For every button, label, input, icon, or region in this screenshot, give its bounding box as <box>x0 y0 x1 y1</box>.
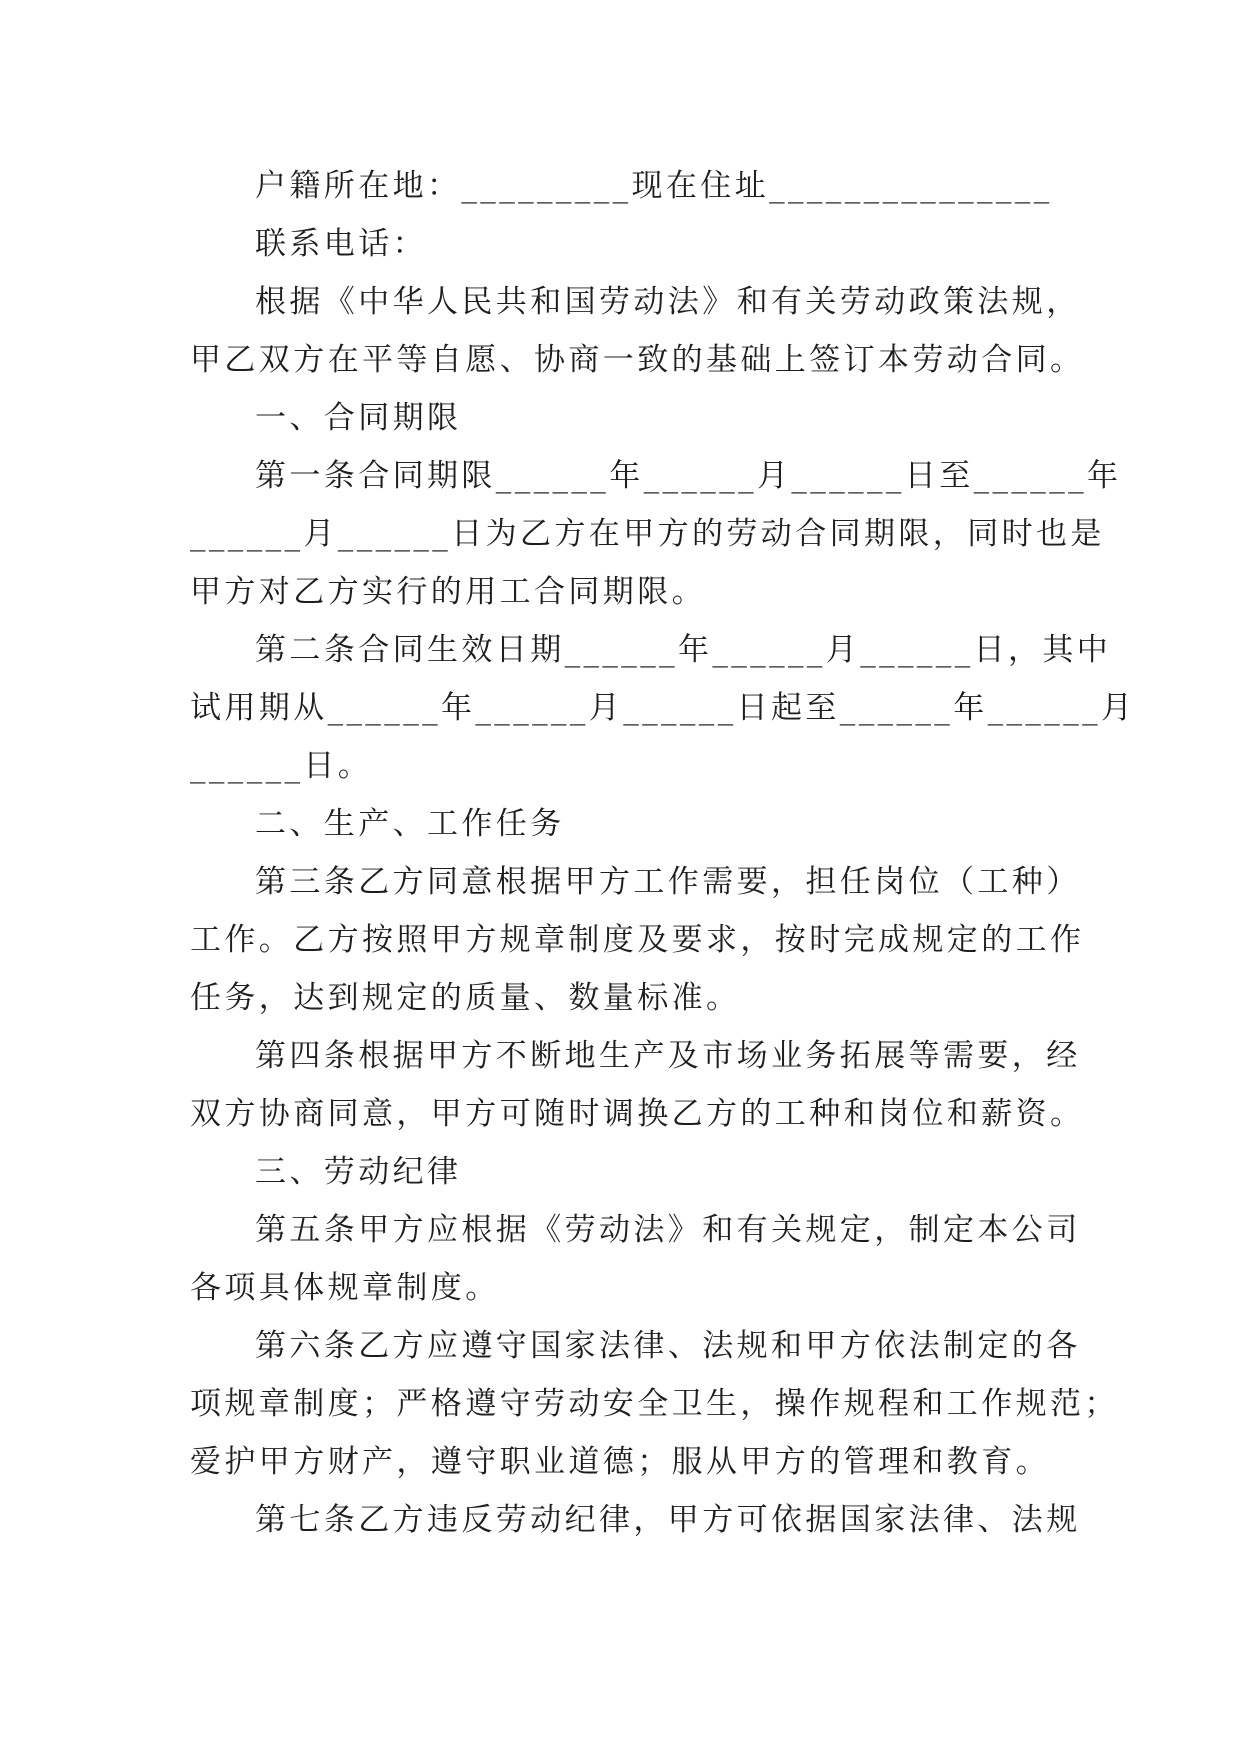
article-2-line: 试用期从______年______月______日起至______年______月 <box>190 690 1136 726</box>
article-5-line: 第五条甲方应根据《劳动法》和有关规定，制定本公司 <box>255 1212 1081 1248</box>
contact-phone-line: 联系电话： <box>255 226 427 262</box>
article-1-line: 第一条合同期限______年______月______日至______年 <box>255 458 1122 494</box>
article-4-line: 双方协商同意，甲方可随时调换乙方的工种和岗位和薪资。 <box>190 1096 1085 1132</box>
article-6-line: 爱护甲方财产，遵守职业道德；服从甲方的管理和教育。 <box>190 1444 1050 1480</box>
article-1-line: ______月______日为乙方在甲方的劳动合同期限，同时也是 <box>190 516 1105 552</box>
article-3-line: 工作。乙方按照甲方规章制度及要求，按时完成规定的工作 <box>190 922 1085 958</box>
article-1-line: 甲方对乙方实行的用工合同期限。 <box>190 574 706 610</box>
section-heading-1: 一、合同期限 <box>255 400 462 436</box>
article-2-line: ______日。 <box>190 748 373 784</box>
article-3-line: 任务，达到规定的质量、数量标准。 <box>190 980 741 1016</box>
household-registration-line: 户籍所在地：_________现在住址_______________ <box>255 168 1053 204</box>
section-heading-2: 二、生产、工作任务 <box>255 806 565 842</box>
section-heading-3: 三、劳动纪律 <box>255 1154 462 1190</box>
article-6-line: 第六条乙方应遵守国家法律、法规和甲方依法制定的各 <box>255 1328 1081 1364</box>
article-3-line: 第三条乙方同意根据甲方工作需要，担任岗位（工种） <box>255 864 1081 900</box>
paragraph-line: 根据《中华人民共和国劳动法》和有关劳动政策法规， <box>255 284 1081 320</box>
article-5-line: 各项具体规章制度。 <box>190 1270 500 1306</box>
article-6-line: 项规章制度；严格遵守劳动安全卫生，操作规程和工作规范； <box>190 1386 1119 1422</box>
paragraph-line: 甲乙双方在平等自愿、协商一致的基础上签订本劳动合同。 <box>190 342 1085 378</box>
article-2-line: 第二条合同生效日期______年______月______日，其中 <box>255 632 1112 668</box>
article-7-line: 第七条乙方违反劳动纪律，甲方可依据国家法律、法规 <box>255 1502 1081 1538</box>
article-4-line: 第四条根据甲方不断地生产及市场业务拓展等需要，经 <box>255 1038 1081 1074</box>
